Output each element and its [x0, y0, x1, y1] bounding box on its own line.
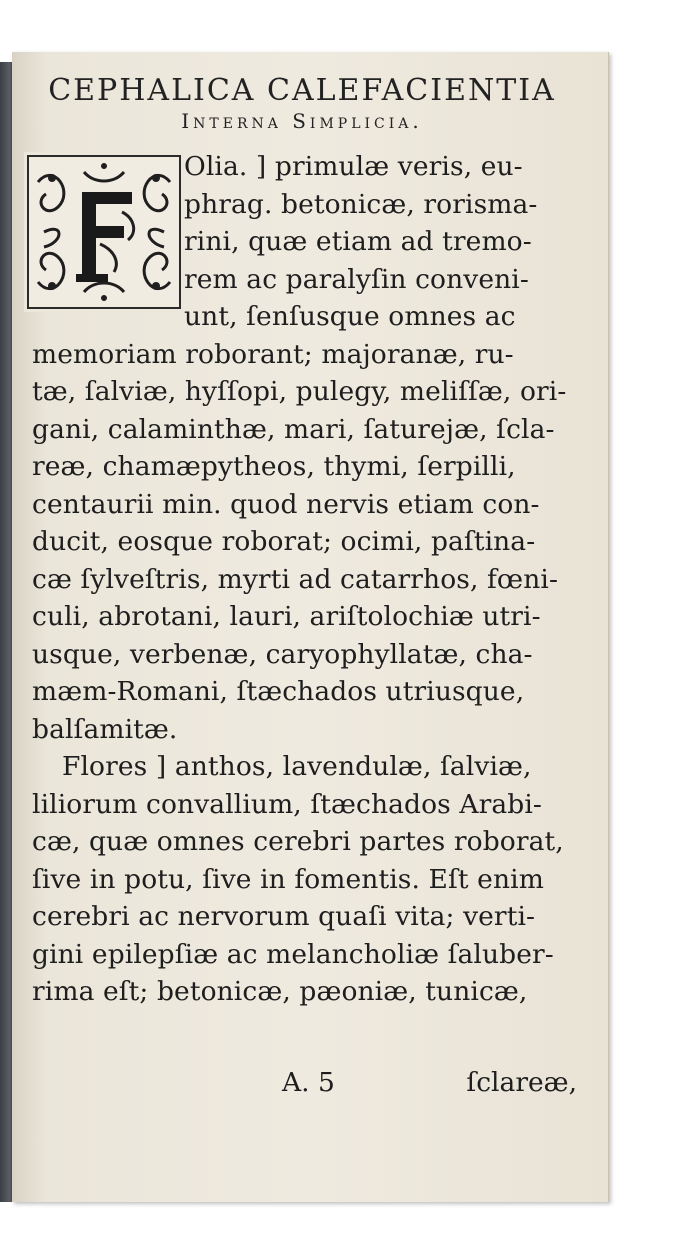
body-text: [32, 148, 577, 1011]
text-line: memoriam roborant; majoranæ, ru-: [32, 338, 514, 370]
text-line: ducit, eosque roborat; ocimi, paſtina-: [32, 526, 536, 557]
text-line: reæ, chamæpytheos, thymi, ſerpilli,: [32, 451, 516, 482]
footer-line: [32, 1067, 577, 1107]
text-line: rini, quæ etiam ad tremo-: [184, 226, 532, 257]
text-line: centaurii min. quod nervis etiam con-: [32, 488, 540, 520]
text-line: liliorum convallium, ſtæchados Arabi-: [32, 788, 542, 820]
text-line: cerebri ac nervorum quaſi vita; verti-: [32, 901, 536, 932]
text-line: usque, verbenæ, caryophyllatæ, cha-: [32, 638, 533, 670]
text-line: tæ, ſalviæ, hyſſopi, pulegy, meliſſæ, ori-: [32, 376, 567, 407]
text-line: gani, calaminthæ, mari, ſaturejæ, ſcla-: [32, 413, 555, 445]
text-line: phrag. betonicæ, rorismа-: [184, 188, 538, 220]
text-line: Flores ] anthos, lavendulæ, ſalviæ,: [62, 751, 532, 782]
running-head-subtitle: Interna Simplicia.: [181, 109, 423, 133]
text-line: cæ, quæ omnes cerebri partes roborat,: [32, 826, 564, 857]
running-head: [32, 74, 572, 134]
text-line: rem ac paralyſin conveni-: [184, 263, 529, 295]
book-page: [12, 52, 609, 1202]
text-line: gini epilepſiæ ac melancholiæ ſaluber-: [32, 938, 554, 970]
text-line: rima eſt; betonicæ, pæoniæ, tunicæ,: [32, 976, 528, 1007]
text-line: unt, ſenſusque omnes ac: [184, 301, 516, 332]
catchword: ſclareæ,: [466, 1067, 577, 1098]
running-head-title: CEPHALICA CALEFACIENTIA: [48, 73, 556, 108]
text-line: mæm-Romani, ſtæchados utriusque,: [32, 676, 525, 707]
signature-mark: A. 5: [282, 1067, 335, 1098]
text-line: culi, abrotani, lauri, ariſtolochiæ utri-: [32, 601, 541, 632]
text-line: ſive in potu, ſive in fomentis. Eſt enim: [32, 863, 544, 895]
text-line: cæ ſylveſtris, myrti ad catarrhos, fœni-: [32, 563, 559, 595]
text-line: balſamitæ.: [32, 713, 178, 745]
text-line: Olia. ] primulæ veris, eu-: [184, 151, 523, 182]
